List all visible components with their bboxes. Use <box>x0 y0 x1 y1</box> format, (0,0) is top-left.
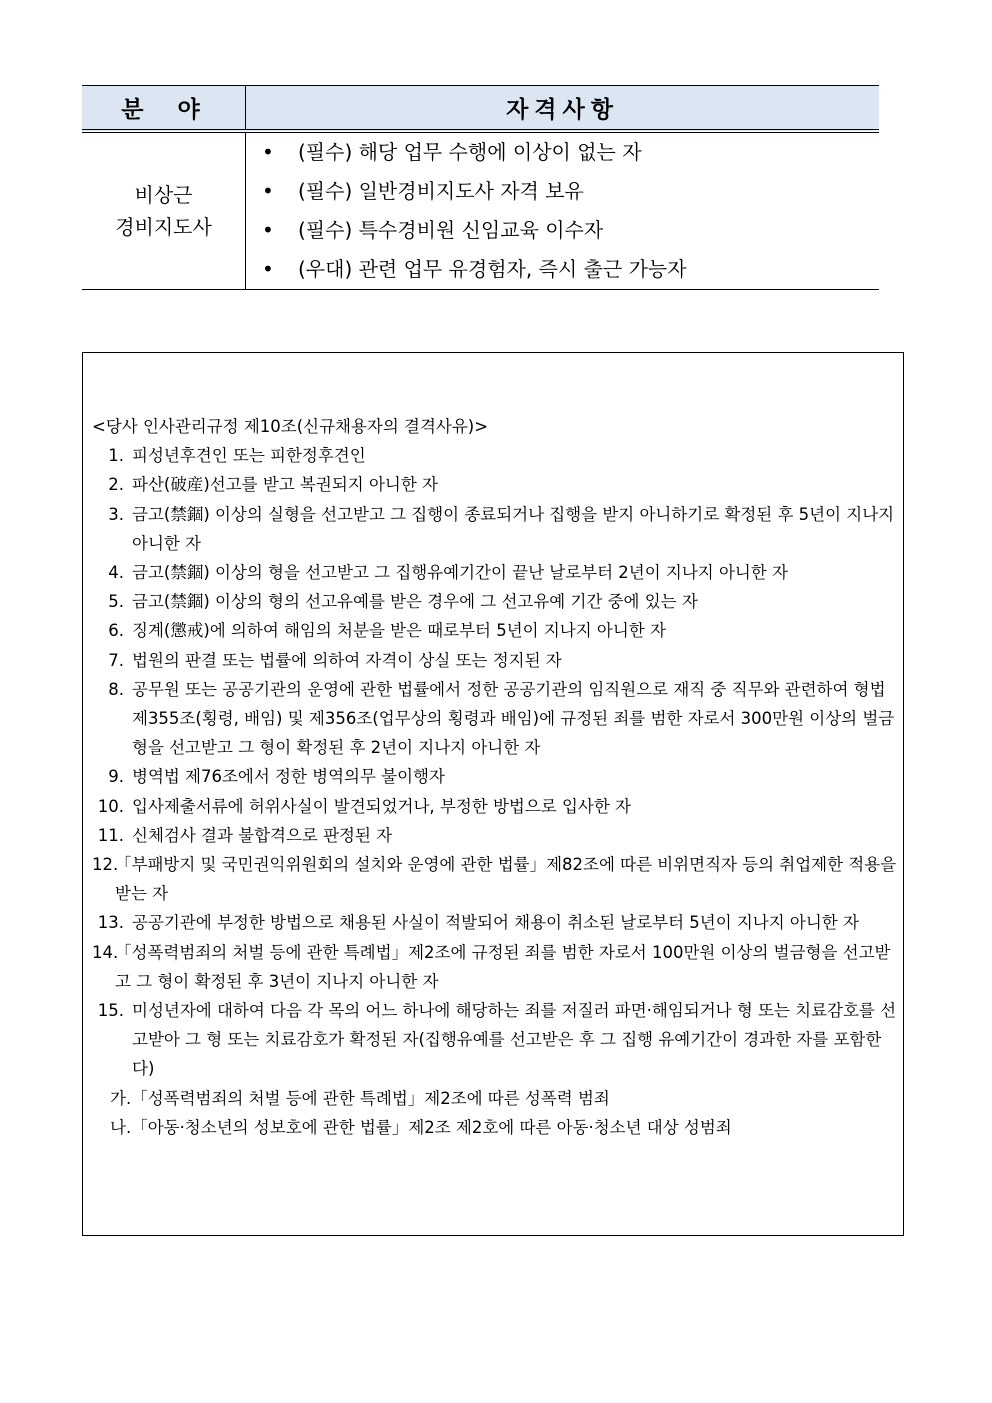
item-text: 법원의 판결 또는 법률에 의하여 자격이 상실 또는 정지된 자 <box>132 650 562 670</box>
table-row <box>82 131 879 290</box>
field-name-line1: 비상근 <box>134 183 193 207</box>
list-item <box>246 133 879 172</box>
item-number: 2. <box>108 475 124 495</box>
item-number: 8. <box>108 679 124 699</box>
sub-item-text: 「성폭력범죄의 처벌 등에 관한 특례법」제2조에 따른 성폭력 범죄 <box>131 1088 610 1108</box>
item-text: 공무원 또는 공공기관의 운영에 관한 법률에서 정한 공공기관의 임직원으로 재직 중 직무와 관련하여 형법 제355조(횡령, 배임) 및 제356조(업무상의 횡령과 배임)에 규정된 죄를 범한 자로서 300만원 이상의 벌금형을 선고받고 그 형이 확정된 후 2년이 지나지 아니한 자 <box>132 679 895 758</box>
header-field: 분 야 <box>82 86 246 132</box>
qualification-text: (필수) 특수경비원 신임교육 이수자 <box>298 218 604 242</box>
item-text: 피성년후견인 또는 피한정후견인 <box>132 446 366 466</box>
list-item <box>92 996 900 1084</box>
item-number: 3. <box>108 504 124 524</box>
item-text: 미성년자에 대하여 다음 각 목의 어느 하나에 해당하는 죄를 저질러 파면·해임되거나 형 또는 치료감호를 선고받아 그 형 또는 치료감호가 확정된 자(집행유예를 선고받은 후 그 집행 유예기간이 경과한 자를 포함한다) <box>132 1001 897 1079</box>
item-text: 입사제출서류에 허위사실이 발견되었거나, 부정한 방법으로 입사한 자 <box>132 796 631 816</box>
disqualification-content <box>92 412 900 1142</box>
item-text: 「부패방지 및 국민권익위원회의 설치와 운영에 관한 법률」제82조에 따른 비위면직자 등의 취업제한 적용을 받는 자 <box>115 855 897 904</box>
table-header-row <box>82 86 879 132</box>
list-item <box>92 558 900 587</box>
field-cell <box>82 131 246 290</box>
item-number: 6. <box>108 621 124 641</box>
list-item <box>246 172 879 211</box>
disqualification-box <box>82 352 904 1236</box>
list-item <box>92 500 900 558</box>
qualification-text: (우대) 관련 업무 유경험자, 즉시 출근 가능자 <box>298 257 687 281</box>
sub-item-label: 나. <box>110 1117 132 1137</box>
sub-item <box>92 1084 900 1113</box>
qualification-cell <box>246 131 880 290</box>
item-text: 파산(破産)선고를 받고 복권되지 아니한 자 <box>132 475 438 495</box>
item-number: 4. <box>108 563 124 583</box>
item-number: 14. <box>92 942 119 962</box>
qualification-list <box>246 133 879 289</box>
qualification-text: (필수) 해당 업무 수행에 이상이 없는 자 <box>298 140 642 164</box>
list-item <box>92 470 900 499</box>
item-number: 10. <box>97 796 124 816</box>
box-title: <당사 인사관리규정 제10조(신규채용자의 결격사유)> <box>92 417 489 436</box>
bullet-icon: • <box>262 179 274 203</box>
item-number: 15. <box>97 1001 124 1021</box>
bullet-icon: • <box>262 257 274 281</box>
bullet-icon: • <box>262 218 274 242</box>
item-text: 「성폭력범죄의 처벌 등에 관한 특례법」제2조에 규정된 죄를 범한 자로서 100만원 이상의 벌금형을 선고받고 그 형이 확정된 후 3년이 지나지 아니한 자 <box>115 942 891 991</box>
list-item <box>92 821 900 850</box>
list-item <box>246 211 879 250</box>
list-item <box>92 850 900 908</box>
item-number: 9. <box>108 767 124 787</box>
list-item <box>92 441 900 470</box>
list-item <box>92 792 900 821</box>
item-number: 5. <box>108 592 124 612</box>
list-item <box>92 675 900 763</box>
list-item <box>92 616 900 645</box>
sub-item <box>92 1113 900 1142</box>
list-item <box>246 250 879 289</box>
list-item <box>92 908 900 937</box>
item-text: 징계(懲戒)에 의하여 해임의 처분을 받은 때로부터 5년이 지나지 아니한 자 <box>132 621 666 641</box>
item-text: 공공기관에 부정한 방법으로 채용된 사실이 적발되어 채용이 취소된 날로부터 5년이 지나지 아니한 자 <box>132 913 859 933</box>
sub-item-label: 가. <box>110 1088 132 1108</box>
item-text: 금고(禁錮) 이상의 실형을 선고받고 그 집행이 종료되거나 집행을 받지 아니하기로 확정된 후 5년이 지나지 아니한 자 <box>132 504 895 553</box>
item-number: 7. <box>108 650 124 670</box>
item-number: 1. <box>108 446 124 466</box>
field-name-line2: 경비지도사 <box>115 215 212 239</box>
item-number: 11. <box>97 825 124 845</box>
list-item <box>92 646 900 675</box>
list-item <box>92 938 900 996</box>
header-qualification: 자격사항 <box>246 86 880 132</box>
sub-item-text: 「아동·청소년의 성보호에 관한 법률」제2조 제2호에 따른 아동·청소년 대상 성범죄 <box>131 1117 732 1137</box>
item-text: 금고(禁錮) 이상의 형을 선고받고 그 집행유예기간이 끝난 날로부터 2년이 지나지 아니한 자 <box>132 563 788 583</box>
item-text: 병역법 제76조에서 정한 병역의무 불이행자 <box>132 767 445 787</box>
qualification-text: (필수) 일반경비지도사 자격 보유 <box>298 179 584 203</box>
item-text: 금고(禁錮) 이상의 형의 선고유예를 받은 경우에 그 선고유예 기간 중에 있는 자 <box>132 592 698 612</box>
list-item <box>92 762 900 791</box>
item-text: 신체검사 결과 불합격으로 판정된 자 <box>132 825 393 845</box>
bullet-icon: • <box>262 140 274 164</box>
list-item <box>92 587 900 616</box>
item-number: 12. <box>92 855 119 875</box>
item-number: 13. <box>97 913 124 933</box>
qualification-table <box>82 85 879 290</box>
